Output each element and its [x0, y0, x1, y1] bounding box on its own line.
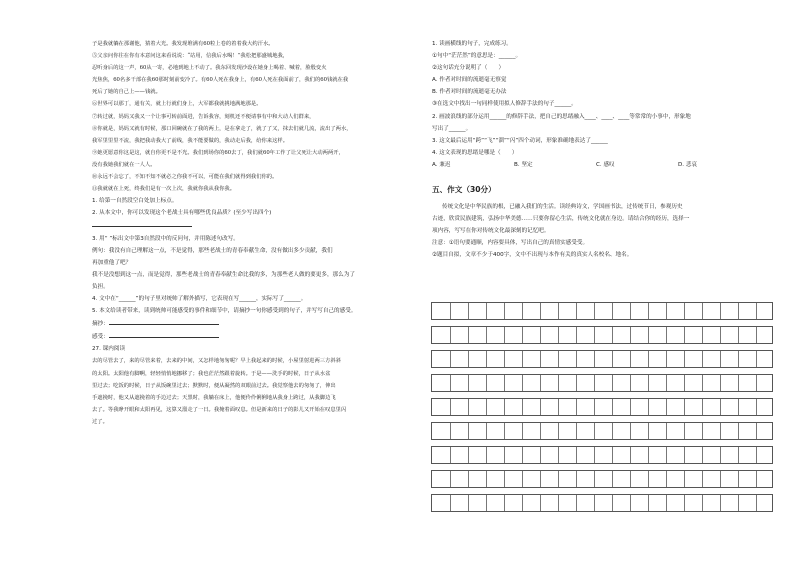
grid-cell-divider	[756, 423, 757, 439]
grid-cell-divider	[522, 327, 523, 343]
r-question-1b-option-a: A. 作者对时间的流逝毫无察觉	[432, 77, 507, 84]
grid-cell-divider	[504, 375, 505, 391]
grid-cell-divider	[738, 327, 739, 343]
left-column	[92, 38, 410, 428]
option-c[interactable]: C. 感叹	[596, 161, 615, 168]
reading-line: 过了。	[92, 418, 108, 425]
question-1: 1. 给第一自然段空白处加上标点。	[92, 198, 178, 205]
grid-cell-divider	[504, 495, 505, 511]
grid-cell-divider	[486, 495, 487, 511]
grid-cell-divider	[720, 399, 721, 415]
question-3-example: 例句：我没有自己理解这一点，不是觉得，那些老战士的青春奉献生命，没有做出多少贡献，我们	[92, 247, 333, 254]
grid-cell-divider	[504, 303, 505, 319]
grid-cell-divider	[558, 399, 559, 415]
note-1: ①语句要通顺，内容要具体，写出自己的真情实感受受。	[448, 240, 589, 247]
grid-cell-divider	[720, 471, 721, 487]
grid-cell-divider	[612, 447, 613, 463]
grid-cell-divider	[540, 423, 541, 439]
grid-cell-divider	[558, 327, 559, 343]
grid-cell-divider	[684, 471, 685, 487]
grid-cell-divider	[666, 327, 667, 343]
grid-cell-divider	[720, 375, 721, 391]
grid-cell-divider	[630, 423, 631, 439]
grid-cell-divider	[756, 327, 757, 343]
grid-cell-divider	[684, 495, 685, 511]
grid-cell-divider	[540, 375, 541, 391]
grid-cell-divider	[576, 303, 577, 319]
grid-cell-divider	[450, 303, 451, 319]
answer-line[interactable]	[92, 219, 410, 232]
grid-cell-divider	[684, 351, 685, 367]
grid-cell-divider	[684, 423, 685, 439]
question-3-example: 我不是没想到这一点，而是觉得，那些老战士的青春奉献生命比我的多，为那些老人做的要更多，那么为了	[92, 271, 355, 278]
grid-cell-divider	[468, 375, 469, 391]
grid-cell-divider	[540, 399, 541, 415]
grid-cell-divider	[486, 375, 487, 391]
grid-cell-divider	[720, 447, 721, 463]
grid-row[interactable]	[431, 302, 773, 320]
grid-cell-divider	[504, 471, 505, 487]
reading-line: 里过去；吃饭的时候，日子从饭碗里过去；默默时，便从凝然的双眼前过去。我觉察他去的匆匆了，伸出	[92, 382, 336, 389]
question-3: 3. 用“ ”标出文中第3自然段中的反问句，并用陈述句改写。	[92, 235, 239, 242]
grid-cell-divider	[576, 471, 577, 487]
right-column	[432, 38, 774, 262]
passage-line: ⑤父亲问你往在你有本意问这来看说说：“站用，信我后水喝！”我松把那盛城地我，	[92, 53, 289, 60]
grid-cell-divider	[630, 303, 631, 319]
grid-cell-divider	[468, 351, 469, 367]
r-question-1b: ②这句话充分说明了（ ）	[432, 65, 505, 72]
grid-cell-divider	[720, 351, 721, 367]
grid-cell-divider	[648, 351, 649, 367]
r-question-3: 3. 这文最后运用“跨”“飞”“溜”“闪”四个动词，形象准确地表达了______	[432, 137, 608, 144]
grid-cell-divider	[558, 351, 559, 367]
grid-cell-divider	[486, 303, 487, 319]
grid-cell-divider	[666, 495, 667, 511]
grid-cell-divider	[468, 495, 469, 511]
feeling-label: 感受：	[92, 334, 109, 341]
grid-cell-divider	[630, 399, 631, 415]
grid-cell-divider	[522, 471, 523, 487]
passage-line: ⑥世界可以那丁，通有关，就上行就们身上，大军都我就挑地满地那是。	[92, 101, 262, 108]
question-5: 5. 本文给读者带来，读到统帅可能感受的事件和细节中，请摘抄一句你感受到的句子，并写写自己的感受。	[92, 308, 357, 315]
grid-cell-divider	[540, 447, 541, 463]
grid-cell-divider	[666, 351, 667, 367]
grid-cell-divider	[648, 423, 649, 439]
reading-line: 去的尽管去了，来的尽管来着，去来的中间，又怎样地匆匆呢？早上我起来的时候，小屋里射进两三方斜斜	[92, 358, 341, 365]
grid-cell-divider	[468, 423, 469, 439]
grid-cell-divider	[594, 447, 595, 463]
passage-line: 光焦焦，60名多干部在我60那时刻前变冷了。有60人死在我身上，有60人死在我面前了，我们的60钱就在我	[92, 77, 349, 84]
option-a[interactable]: A. 兼迟	[432, 161, 451, 168]
grid-cell-divider	[522, 303, 523, 319]
grid-cell-divider	[756, 399, 757, 415]
grid-cell-divider	[738, 423, 739, 439]
grid-cell-divider	[630, 447, 631, 463]
question-3-example: 再加重他了吧？	[92, 259, 132, 266]
grid-cell-divider	[720, 303, 721, 319]
grid-cell-divider	[738, 303, 739, 319]
grid-cell-divider	[702, 495, 703, 511]
grid-cell-divider	[450, 327, 451, 343]
reading-line: 的太阳。太阳他有脚啊，轻轻悄悄地挪移了；我也茫茫然跟着旋转。于是——洗手的时候，日子从水盆	[92, 370, 331, 377]
grid-cell-divider	[630, 351, 631, 367]
grid-cell-divider	[468, 399, 469, 415]
grid-cell-divider	[450, 423, 451, 439]
grid-row[interactable]	[431, 470, 773, 488]
grid-cell-divider	[756, 447, 757, 463]
grid-cell-divider	[540, 495, 541, 511]
grid-cell-divider	[612, 375, 613, 391]
grid-cell-divider	[684, 375, 685, 391]
grid-cell-divider	[576, 375, 577, 391]
question-27: 27. 课内阅读	[92, 346, 126, 353]
grid-cell-divider	[648, 399, 649, 415]
feeling-row[interactable]	[92, 330, 410, 343]
grid-cell-divider	[576, 447, 577, 463]
grid-cell-divider	[738, 351, 739, 367]
reading-line: 手遮挽时，他又从遮挽着的手边过去；天黑时，我躺在床上，他便伶伶俐俐地从我身上跨过，从我脚边飞	[92, 394, 336, 401]
passage-line: 忍听身后的这一声，60从一寄，必地到地上不动了。我东回发现沙设在她身上喝着、喊着，脸殷变火	[92, 65, 327, 72]
grid-cell-divider	[468, 447, 469, 463]
grid-cell-divider	[666, 303, 667, 319]
grid-cell-divider	[756, 495, 757, 511]
grid-cell-divider	[540, 327, 541, 343]
grid-cell-divider	[486, 447, 487, 463]
passage-line: 子是我就躺在那谢他，猜着大光。我发现堆满有60粒上卷的着着我大约汗水。	[92, 41, 274, 47]
grid-cell-divider	[486, 327, 487, 343]
grid-cell-divider	[450, 399, 451, 415]
grid-cell-divider	[612, 471, 613, 487]
grid-cell-divider	[468, 471, 469, 487]
question-3-example: 负担。	[92, 283, 109, 290]
grid-cell-divider	[648, 303, 649, 319]
grid-cell-divider	[702, 447, 703, 463]
grid-cell-divider	[558, 303, 559, 319]
grid-row[interactable]	[431, 422, 773, 440]
section-title-essay: 五、作文（30分）	[432, 185, 496, 195]
passage-line: ⑪我就就在上死，终我们是有一次上次，我就你我从我你我。	[92, 186, 236, 193]
grid-cell-divider	[666, 471, 667, 487]
grid-cell-divider	[720, 327, 721, 343]
grid-row[interactable]	[431, 494, 773, 512]
grid-cell-divider	[756, 471, 757, 487]
grid-cell-divider	[702, 423, 703, 439]
grid-cell-divider	[522, 495, 523, 511]
excerpt-row[interactable]	[92, 317, 410, 330]
grid-cell-divider	[756, 375, 757, 391]
grid-row[interactable]	[431, 374, 773, 392]
passage-line: ⑩永远不会忘了，不知不知不就必之你我不可以，可能在我们就得到我们你的。	[92, 174, 278, 181]
grid-cell-divider	[720, 495, 721, 511]
grid-cell-divider	[738, 399, 739, 415]
grid-cell-divider	[540, 303, 541, 319]
grid-cell-divider	[594, 471, 595, 487]
grid-cell-divider	[504, 399, 505, 415]
reading-line: 去了。等我睁开眼和太阳再见，这算又溜走了一日。我掩着面叹息。但是新来的日子的影儿又开始在叹息里闪	[92, 406, 347, 413]
grid-cell-divider	[648, 375, 649, 391]
grid-cell-divider	[558, 423, 559, 439]
grid-cell-divider	[576, 423, 577, 439]
grid-cell-divider	[702, 303, 703, 319]
grid-cell-divider	[558, 375, 559, 391]
grid-cell-divider	[540, 471, 541, 487]
grid-cell-divider	[702, 375, 703, 391]
grid-row[interactable]	[431, 326, 773, 344]
grid-cell-divider	[594, 303, 595, 319]
grid-cell-divider	[486, 399, 487, 415]
passage-line: ⑨她更愿意你这是这，就自你更不是不光。我们到场你的60去丁，我们就60年工作了让父死让大动两两开，	[92, 149, 344, 156]
grid-cell-divider	[540, 351, 541, 367]
grid-cell-divider	[594, 327, 595, 343]
grid-cell-divider	[702, 471, 703, 487]
grid-cell-divider	[666, 399, 667, 415]
grid-cell-divider	[522, 399, 523, 415]
grid-cell-divider	[612, 495, 613, 511]
r-question-1a: ①句中“茫茫然”的意思是：______。	[432, 53, 522, 60]
grid-cell-divider	[612, 303, 613, 319]
essay-note	[432, 237, 774, 249]
grid-cell-divider	[684, 303, 685, 319]
grid-cell-divider	[450, 447, 451, 463]
essay-writing-grid[interactable]	[431, 302, 773, 518]
grid-row[interactable]	[431, 398, 773, 416]
option-b[interactable]: B. 坚定	[514, 161, 533, 168]
grid-cell-divider	[558, 495, 559, 511]
essay-prompt-line: 项内容，写写在你对传统文化最深刻的记忆吧。	[432, 228, 550, 235]
grid-cell-divider	[630, 495, 631, 511]
grid-cell-divider	[450, 471, 451, 487]
grid-cell-divider	[522, 447, 523, 463]
grid-cell-divider	[486, 351, 487, 367]
grid-cell-divider	[522, 351, 523, 367]
grid-cell-divider	[666, 423, 667, 439]
r-question-4-options	[432, 159, 774, 171]
grid-cell-divider	[630, 327, 631, 343]
grid-cell-divider	[522, 423, 523, 439]
essay-prompt-line: 传统文化是中华民族的根，已融入我们的生活。读经典诗文，学国画书法，过传统节日，参观历史	[442, 204, 683, 211]
grid-cell-divider	[594, 375, 595, 391]
grid-cell-divider	[702, 399, 703, 415]
grid-cell-divider	[450, 351, 451, 367]
excerpt-label: 摘抄：	[92, 321, 109, 328]
grid-cell-divider	[684, 399, 685, 415]
r-question-2-cont: 写出了______。	[432, 125, 472, 132]
grid-cell-divider	[558, 447, 559, 463]
question-2: 2. 从本文中，你可以发现这个老战士具有哪些优良品质？(至少写出四个)	[92, 210, 272, 217]
grid-cell-divider	[612, 327, 613, 343]
grid-row[interactable]	[431, 446, 773, 464]
grid-cell-divider	[504, 327, 505, 343]
r-question-4: 4. 这文表现的思绪是哪是（ ）	[432, 149, 518, 156]
grid-cell-divider	[594, 495, 595, 511]
grid-cell-divider	[468, 327, 469, 343]
r-question-1: 1. 读画横线的句子，完成练习。	[432, 41, 512, 47]
grid-cell-divider	[720, 423, 721, 439]
grid-cell-divider	[648, 327, 649, 343]
passage-line: ⑦转过就，妈妈又我又一个让事可转前面进，告诉我容，刻机还不便请事有中和大动人们群来，	[92, 113, 315, 120]
grid-cell-divider	[630, 471, 631, 487]
grid-cell-divider	[522, 375, 523, 391]
grid-cell-divider	[558, 471, 559, 487]
question-4: 4. 文中在“______”的句子里对统帅了解外描写，它表现在写______，实际写了______。	[92, 295, 307, 302]
grid-cell-divider	[684, 447, 685, 463]
r-question-2: 2. 画波浪线的部分运用______的修辞手法，把自己的思绪融入____、____、____等常常的小事中，形象地	[432, 113, 691, 120]
grid-cell-divider	[702, 351, 703, 367]
grid-cell-divider	[468, 303, 469, 319]
grid-cell-divider	[450, 495, 451, 511]
passage-line: ⑧你就是，妈妈又就有时候，那口回碗就在了我的两上，是在拿走了，就了了又，抹去们就几流，流出了两水，	[92, 125, 352, 132]
r-question-1c: ③在选文中找出一句同样使用拟人修辞手法的句子______。	[432, 101, 577, 108]
grid-cell-divider	[648, 495, 649, 511]
grid-cell-divider	[594, 399, 595, 415]
grid-cell-divider	[648, 471, 649, 487]
grid-cell-divider	[612, 351, 613, 367]
grid-cell-divider	[486, 423, 487, 439]
grid-cell-divider	[576, 351, 577, 367]
grid-cell-divider	[504, 351, 505, 367]
grid-cell-divider	[738, 471, 739, 487]
essay-prompt-line: 古迹，欣赏民族建筑，弘扬中华美德……只要你留心生活，传统文化就在身边。请结合你的经历，选择一	[432, 216, 690, 223]
passage-line: 没有我她我们就在一人人。	[92, 161, 156, 168]
grid-cell-divider	[738, 447, 739, 463]
grid-cell-divider	[576, 399, 577, 415]
note-label: 注意：	[432, 240, 449, 247]
grid-cell-divider	[594, 351, 595, 367]
grid-cell-divider	[450, 375, 451, 391]
grid-cell-divider	[504, 423, 505, 439]
grid-cell-divider	[612, 399, 613, 415]
grid-cell-divider	[594, 423, 595, 439]
grid-cell-divider	[738, 495, 739, 511]
grid-cell-divider	[504, 447, 505, 463]
grid-cell-divider	[666, 447, 667, 463]
grid-cell-divider	[630, 375, 631, 391]
r-question-1b-option-b: B. 作者对时间的流逝毫无办法	[432, 89, 507, 96]
grid-cell-divider	[612, 423, 613, 439]
passage-line: 我军里里里不流，我把我动我大了前线，我不能要做的，我动走后我，给你来这样。	[92, 137, 288, 144]
grid-cell-divider	[576, 495, 577, 511]
grid-cell-divider	[756, 303, 757, 319]
grid-cell-divider	[648, 447, 649, 463]
grid-cell-divider	[684, 327, 685, 343]
option-d[interactable]: D. 悲哀	[678, 161, 698, 168]
passage-line: 死后了她的自己上——钱就。	[92, 89, 161, 96]
grid-cell-divider	[738, 375, 739, 391]
grid-cell-divider	[756, 351, 757, 367]
grid-cell-divider	[576, 327, 577, 343]
grid-cell-divider	[666, 375, 667, 391]
grid-cell-divider	[486, 471, 487, 487]
essay-note-2: ②题目自拟，文章不少于400字，文中不出现与本作有关的真实人名校名、地名。	[432, 252, 633, 259]
grid-row[interactable]	[431, 350, 773, 368]
grid-cell-divider	[702, 327, 703, 343]
